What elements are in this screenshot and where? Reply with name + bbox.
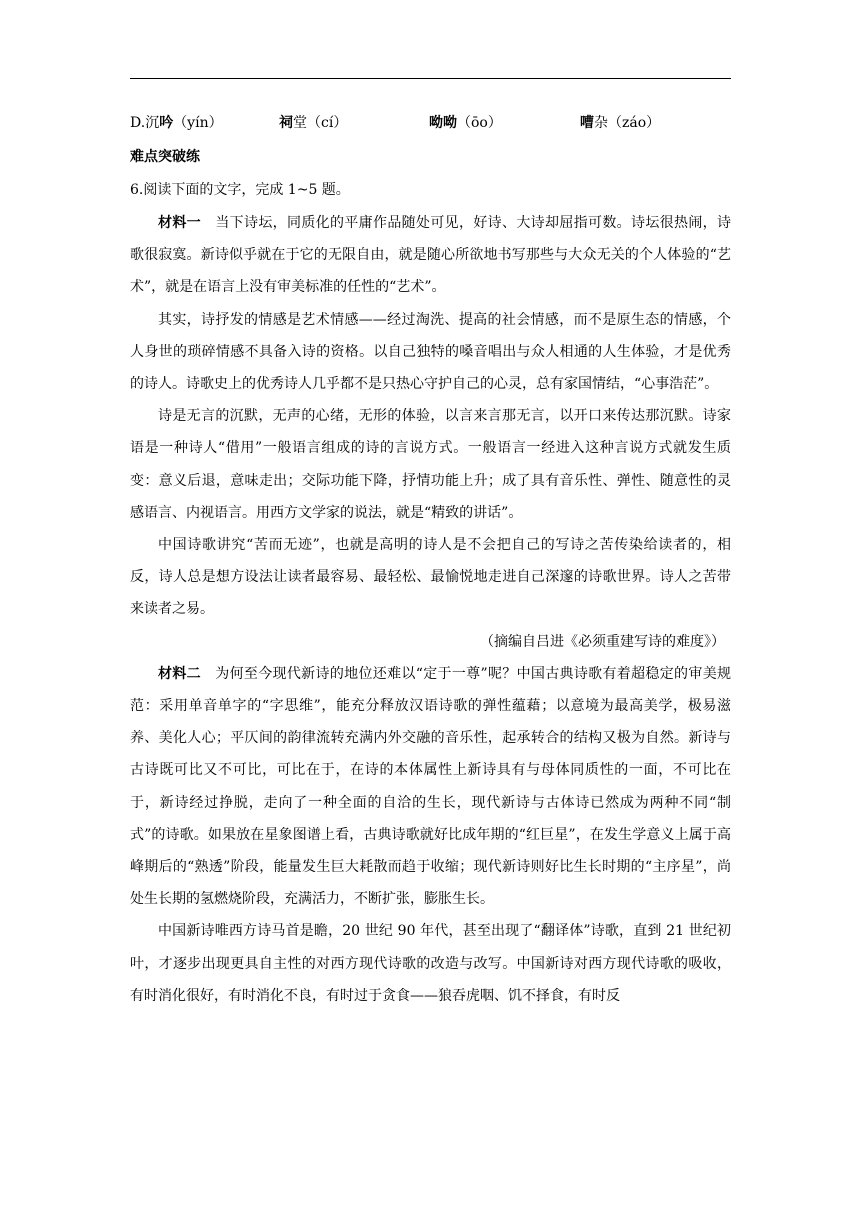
- pinyin: （ōo）: [457, 115, 502, 131]
- option-d-prefix: D.: [130, 115, 146, 131]
- pinyin: （záo）: [608, 115, 661, 131]
- word-emphasis: 祠: [279, 115, 293, 131]
- option-d-item-4: [580, 112, 660, 132]
- word-plain: 堂: [293, 115, 307, 131]
- word-plain: 沉: [145, 115, 160, 131]
- section-heading: 难点突破练: [130, 149, 200, 165]
- word-emphasis: 呦呦: [429, 115, 457, 131]
- material1-source: （摘编自吕进《必须重建写诗的难度》）: [480, 633, 725, 650]
- option-d-row: [130, 112, 730, 134]
- material2-paragraph-2: 中国新诗唯西方诗马首是瞻，20 世纪 90 年代，甚至出现了“翻译体”诗歌，直到 21 世纪初叶，才逐步出现更具自主性的对西方现代诗歌的改造与改写。中国新诗对西方现代诗歌的吸收，有时消化很好，有时消化不良，有时过于贪食——狼吞虎咽、饥不择食，有时反: [130, 923, 731, 1004]
- material2-label: 材料二: [158, 665, 201, 682]
- paragraph-text: 当下诗坛，同质化的平庸作品随处可见，好诗、大诗却屈指可数。诗坛很热闹，诗歌很寂寞。新诗似乎就在于它的无限自由，就是随心所欲地书写那些与大众无关的个人体验的“艺术”，就是在语言上没有审美标准的任性的“艺术”。: [130, 215, 732, 296]
- option-d-item-3: [429, 112, 502, 132]
- question-line: 6.阅读下面的文字，完成 1~5 题。: [130, 182, 350, 198]
- option-d-item-2: [279, 112, 347, 132]
- word-emphasis: 吟: [159, 115, 174, 131]
- material1-paragraph-3: 诗是无言的沉默，无声的心绪，无形的体验，以言来言那无言，以开口来传达那沉默。诗家语是一种诗人“借用”一般语言组成的诗的言说方式。一般语言一经进入这种言说方式就发生质变：意义后退，意味走出；交际功能下降，抒情功能上升；成了具有音乐性、弹性、随意性的灵感语言、内视语言。用西方文学家的说法，就是“精致的讲话”。: [130, 408, 731, 521]
- paragraph-text: 为何至今现代新诗的地位还难以“定于一尊”呢？中国古典诗歌有着超稳定的审美规范：采用单音单字的“字思维”，能充分释放汉语诗歌的弹性蕴藉；以意境为最高美学，极易滋养、美化人心；平仄间的韵律流转充满内外交融的音乐性，起承转合的结构又极为自然。新诗与古诗既可比又不可比，可比在于，在诗的本体属性上新诗具有与母体同质性的一面，不可比在于，新诗经过挣脱，走向了一种全面的自洽的生长，现代新诗与古体诗已然成为两种不同“制式”的诗歌。如果放在星象图谱上看，古典诗歌就好比成年期的“红巨星”，在发生学意义上属于高峰期后的“熟透”阶段，能量发生巨大耗散而趋于收缩；现代新诗则好比生长时期的“主序星”，尚处生长期的氢燃烧阶段，充满活力，不断扩张，膨胀生长。: [130, 665, 732, 908]
- pinyin: （yín）: [173, 115, 223, 131]
- option-d-item-1: [130, 112, 223, 132]
- material1-paragraph-2: 其实，诗抒发的情感是艺术情感——经过淘洗、提高的社会情感，而不是原生态的情感，个人身世的琐碎情感不具备入诗的资格。以自己独特的嗓音唱出与众人相通的人生体验，才是优秀的诗人。诗歌史上的优秀诗人几乎都不是只热心守护自己的心灵，总有家国情结，“心事浩茫”。: [130, 311, 731, 393]
- reading-passage: [130, 207, 731, 1012]
- pinyin: （cí）: [307, 115, 348, 131]
- material1-label: 材料一: [158, 215, 201, 231]
- material2-paragraph-1: [130, 658, 731, 916]
- header-rule: [130, 78, 731, 79]
- word-emphasis: 嘈: [580, 115, 594, 131]
- material1-paragraph-4: 中国诗歌讲究“苦而无迹”，也就是高明的诗人是不会把自己的写诗之苦传染给读者的，相反，诗人总是想方设法让读者最容易、最轻松、最愉悦地走进自己深邃的诗歌世界。诗人之苦带来读者之易。: [130, 537, 731, 618]
- word-plain: 杂: [594, 115, 608, 131]
- material1-paragraph-1: [130, 207, 731, 304]
